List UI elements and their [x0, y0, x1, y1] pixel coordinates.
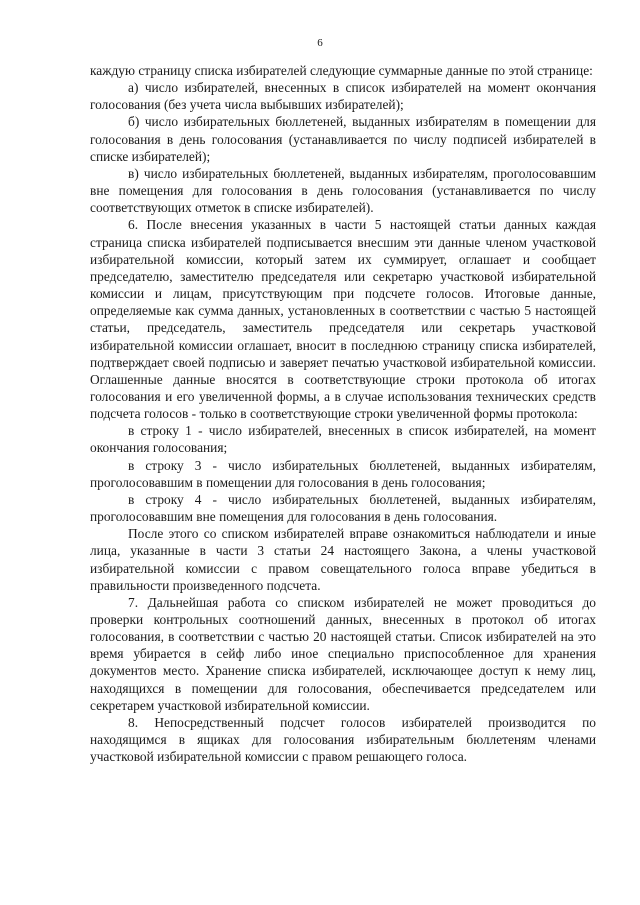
- paragraph: в строку 3 - число избирательных бюллетеней, выданных избирателям, проголосовавшим в помещении для голосования в день голосования;: [90, 457, 596, 490]
- paragraph: в строку 1 - число избирателей, внесенных в список избирателей, на момент окончания голосования;: [90, 423, 596, 456]
- paragraph: После этого со списком избирателей вправе ознакомиться наблюдатели и иные лица, указанные в части 3 статьи 24 настоящего Закона, а члены участковой избирательной комиссии с правом совещательного голоса вправе убедиться в правильности произведенного подсчета.: [90, 526, 596, 593]
- page-number: 6: [317, 37, 323, 49]
- paragraph: в) число избирательных бюллетеней, выданных избирателям, проголосовавшим вне помещения для голосования в день голосования (устанавливается по числу соответствующих отметок в списке избирателей).: [90, 165, 596, 216]
- document-body: [90, 62, 596, 765]
- paragraph: каждую страницу списка избирателей следующие суммарные данные по этой странице:: [90, 63, 593, 78]
- paragraph: 7. Дальнейшая работа со списком избирателей не может проводиться до проверки контрольных соотношений данных, внесенных в протокол об итогах голосования, в соответствии с частью 20 настоящей статьи. Список избирателей на это время убирается в сейф либо иное специально приспособленное для хранения документов место. Хранение списка избирателей, исключающее доступ к нему лиц, находящихся в помещении для голосования, обеспечивается председателем или секретарем участковой избирательной комиссии.: [90, 594, 596, 713]
- paragraph: в строку 4 - число избирательных бюллетеней, выданных избирателям, проголосовавшим вне помещения для голосования в день голосования.: [90, 491, 596, 525]
- paragraph: б) число избирательных бюллетеней, выданных избирателям в помещении для голосования в день голосования (устанавливается по числу подписей избирателей в списке избирателей);: [90, 114, 596, 164]
- paragraph: 8. Непосредственный подсчет голосов избирателей производится по находящимся в ящиках для голосования избирательным бюллетеням членами участковой избирательной комиссии с правом решающего голоса.: [90, 714, 596, 765]
- paragraph: а) число избирателей, внесенных в список избирателей на момент окончания голосования (без учета числа выбывших избирателей);: [90, 80, 596, 113]
- paragraph: 6. После внесения указанных в части 5 настоящей статьи данных каждая страница списка избирателей подписывается внесшим эти данные членом участковой избирательной комиссии, который затем их суммирует, оглашает и сообщает председателю, заместителю председателя или секретарю участковой избирательной комиссии и лицам, присутствующим при подсчете голосов. Итоговые данные, определяемые как сумма данных, установленных в соответствии с частью 5 настоящей статьи, председатель, заместитель председателя или секретарь участковой избирательной комиссии оглашает, вносит в последнюю страницу списка избирателей, подтверждает своей подписью и заверяет печатью участковой избирательной комиссии. Оглашенные данные вносятся в соответствующие строки протокола об итогах голосования и его увеличенной формы, а в случае использования технических средств подсчета голосов - только в соответствующие строки увеличенной формы протокола:: [90, 217, 596, 422]
